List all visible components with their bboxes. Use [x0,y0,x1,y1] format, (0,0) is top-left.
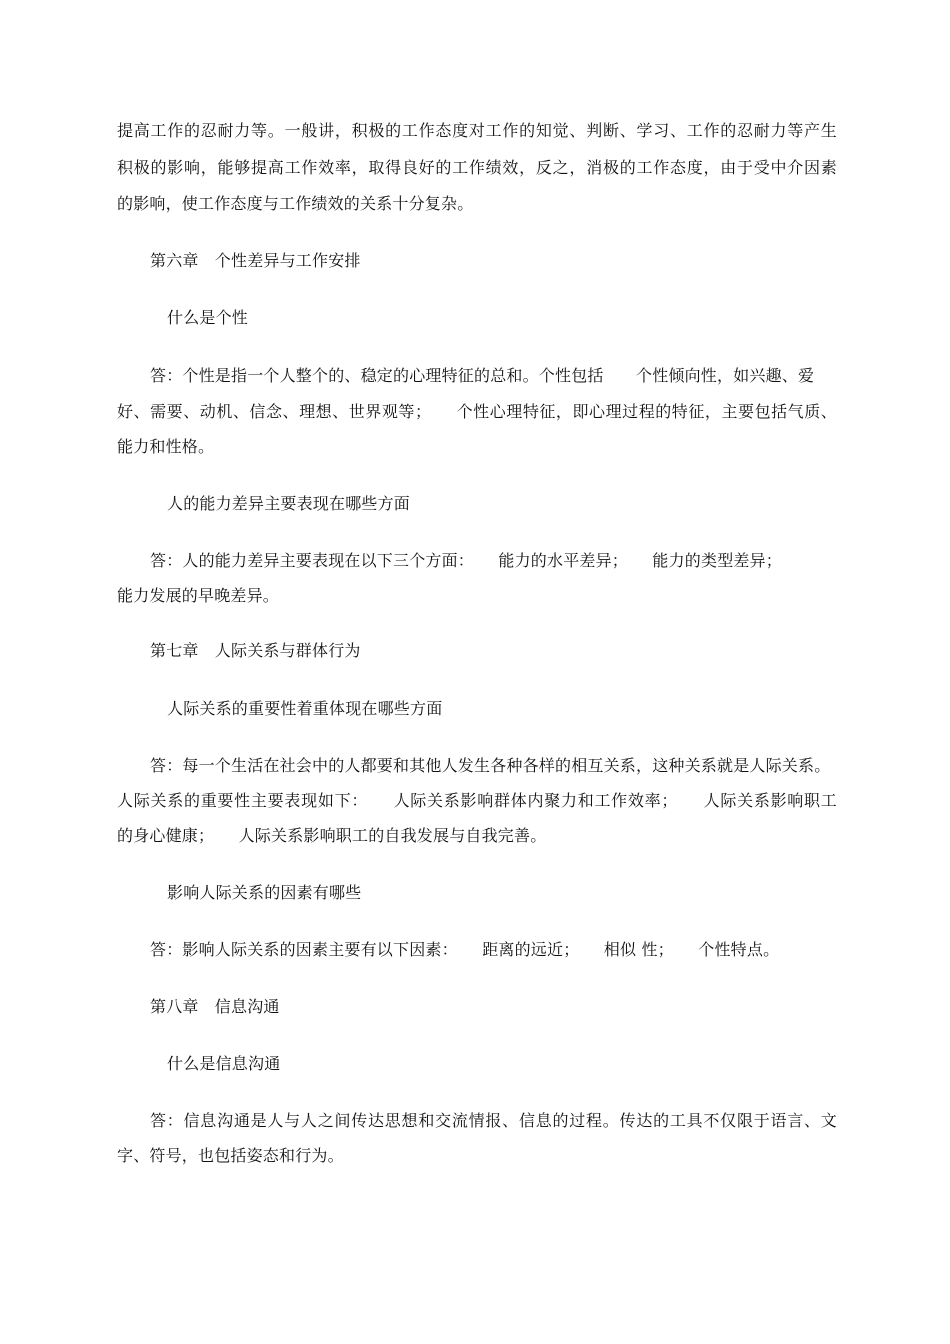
paragraph-line: 积极的影响，能够提高工作效率，取得良好的工作绩效，反之，消极的工作态度，由于受中介因素 [117,158,837,177]
answer-line: 答：影响人际关系的因素主要有以下因素： 距离的远近； 相似 性； 个性特点。 [150,940,780,959]
chapter-heading: 第七章 人际关系与群体行为 [150,641,361,660]
paragraph-line: 的影响，使工作态度与工作绩效的关系十分复杂。 [117,194,474,213]
chapter-heading: 第八章 信息沟通 [150,997,280,1016]
answer-line: 能力和性格。 [117,437,215,456]
question-heading: 影响人际关系的因素有哪些 [167,883,362,902]
answer-line: 答：个性是指一个人整个的、稳定的心理特征的总和。个性包括 个性倾向性，如兴趣、爱 [150,366,815,385]
answer-line: 字、符号，也包括姿态和行为。 [117,1146,344,1165]
answer-line: 人际关系的重要性主要表现如下： 人际关系影响群体内聚力和工作效率； 人际关系影响职工 [117,791,837,810]
answer-line: 答：每一个生活在社会中的人都要和其他人发生各种各样的相互关系，这种关系就是人际关系。 [150,756,831,775]
answer-line: 答：信息沟通是人与人之间传达思想和交流情报、信息的过程。传达的工具不仅限于语言、文 [150,1111,837,1130]
answer-line: 好、需要、动机、信念、理想、世界观等； 个性心理特征，即心理过程的特征，主要包括气质、 [117,402,837,421]
answer-line: 的身心健康； 人际关系影响职工的自我发展与自我完善。 [117,826,547,845]
answer-line: 答：人的能力差异主要表现在以下三个方面： 能力的水平差异； 能力的类型差异； [150,551,783,570]
chapter-heading: 第六章 个性差异与工作安排 [150,251,361,270]
question-heading: 什么是个性 [167,308,249,327]
question-heading: 什么是信息沟通 [167,1054,281,1073]
question-heading: 人的能力差异主要表现在哪些方面 [167,494,411,513]
paragraph-line: 提高工作的忍耐力等。一般讲，积极的工作态度对工作的知觉、判断、学习、工作的忍耐力等产生 [117,121,837,140]
answer-line: 能力发展的早晚差异。 [117,586,280,605]
question-heading: 人际关系的重要性着重体现在哪些方面 [167,699,443,718]
